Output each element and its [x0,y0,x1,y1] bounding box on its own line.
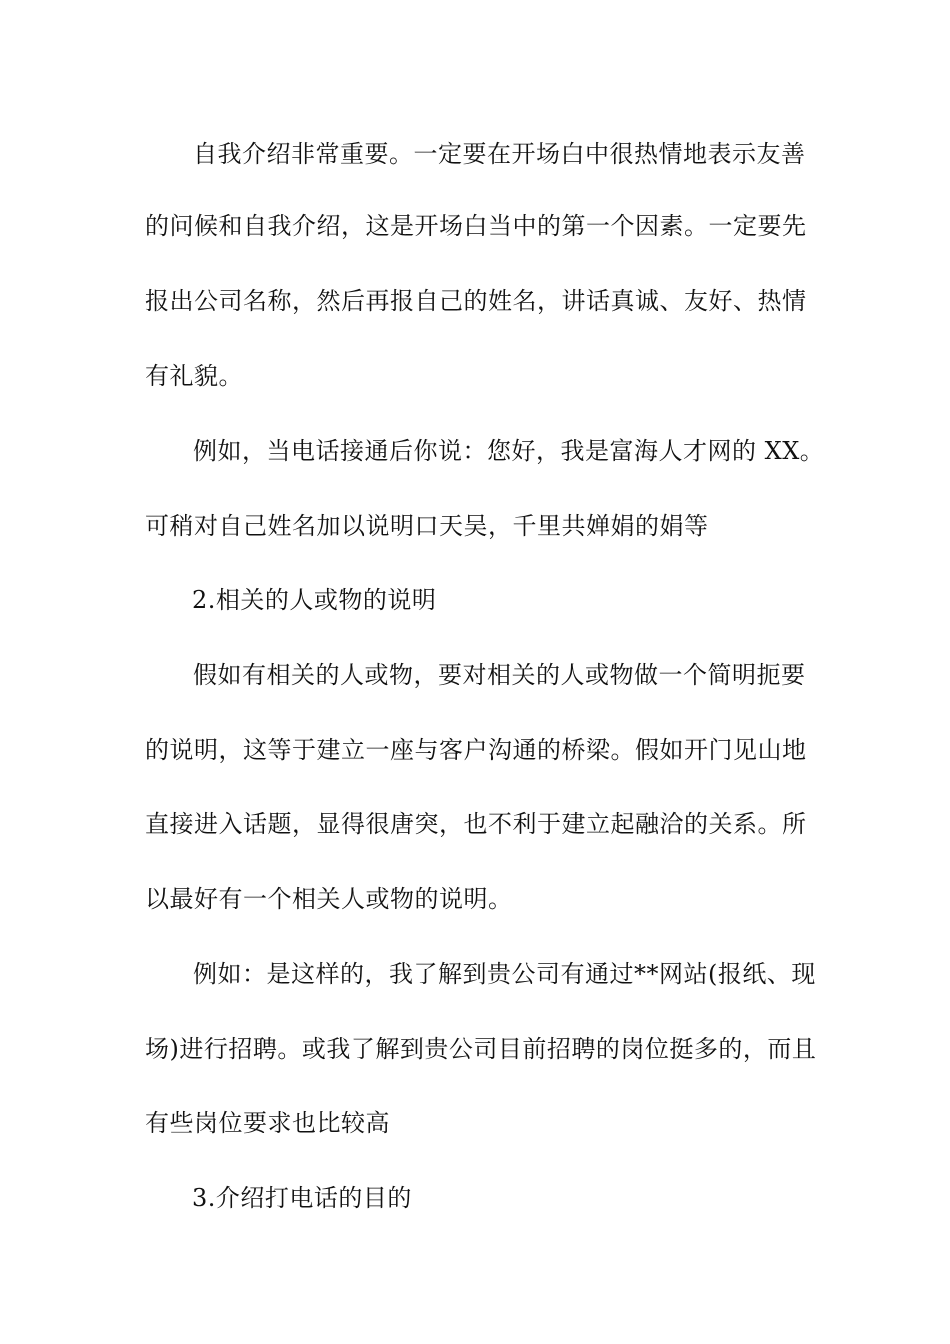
text-line: 例如：是这样的，我了解到贵公司有通过**网站(报纸、现 [193,960,816,988]
text-line: 场)进行招聘。或我了解到贵公司目前招聘的岗位挺多的，而且 [145,1035,817,1063]
text-line: 自我介绍非常重要。一定要在开场白中很热情地表示友善 [193,140,806,168]
text-line: 假如有相关的人或物，要对相关的人或物做一个简明扼要 [193,661,806,689]
text-line: 有礼貌。 [145,362,243,390]
text-line: 有些岗位要求也比较高 [145,1109,390,1137]
text-line: 的问候和自我介绍，这是开场白当中的第一个因素。一定要先 [145,212,807,240]
text-line: 直接进入话题，显得很唐突，也不利于建立起融洽的关系。所 [145,810,807,838]
text-line: 报出公司名称，然后再报自己的姓名，讲话真诚、友好、热情 [145,287,807,315]
text-line: 以最好有一个相关人或物的说明。 [145,885,513,913]
section-heading: 2.相关的人或物的说明 [192,586,437,614]
text-line: 可稍对自己姓名加以说明口天吴，千里共婵娟的娟等 [145,512,709,540]
text-line: 例如，当电话接通后你说：您好，我是富海人才网的 XX。 [193,437,825,465]
text-line: 的说明，这等于建立一座与客户沟通的桥梁。假如开门见山地 [145,736,807,764]
section-heading: 3.介绍打电话的目的 [192,1184,412,1212]
